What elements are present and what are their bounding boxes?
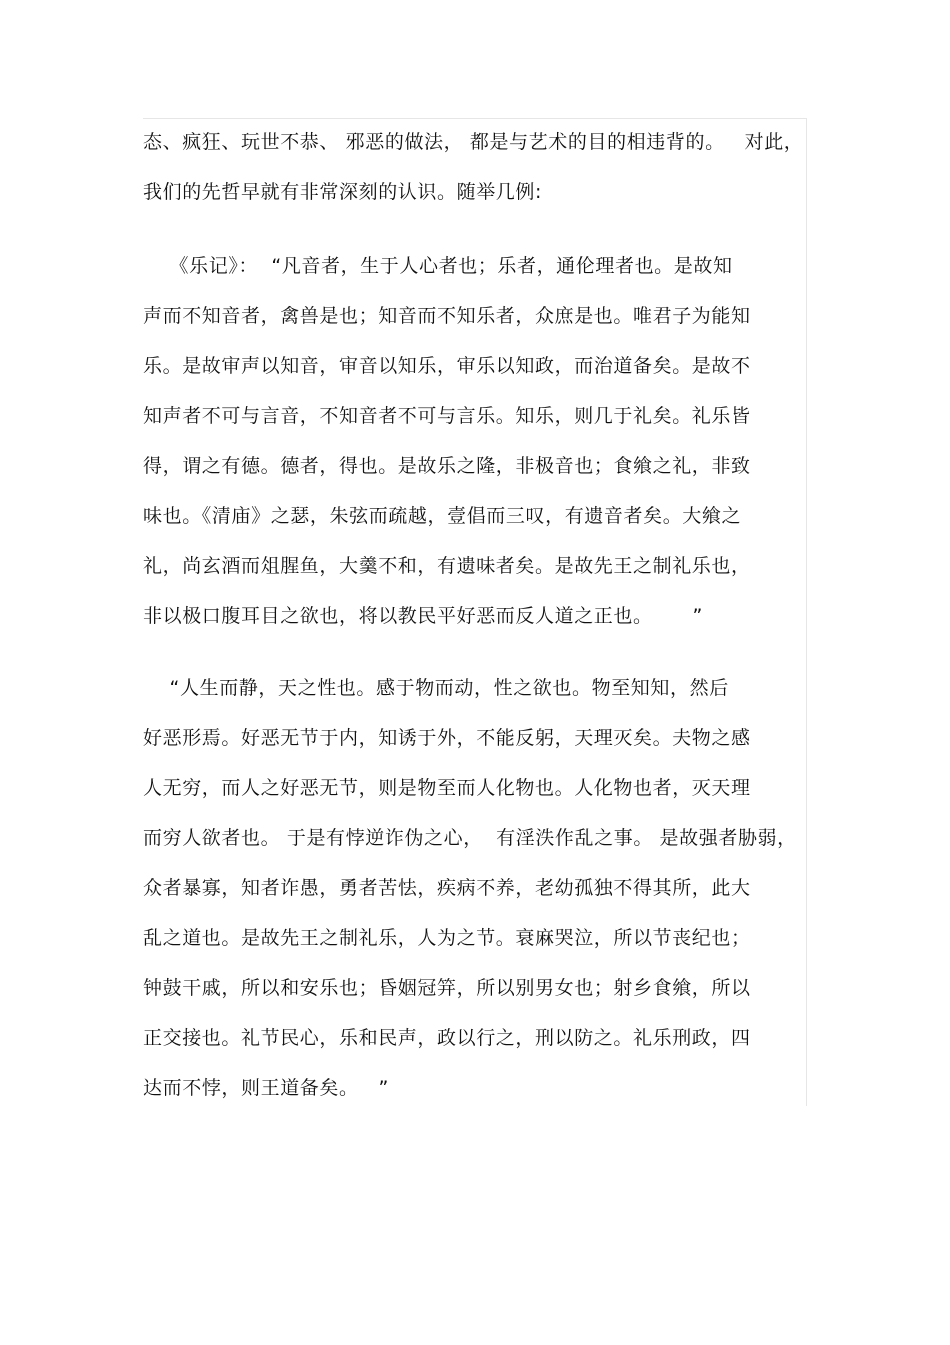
text-line: 乐。是故审声以知音，审音以知乐，审乐以知政，而治道备矣。是故不 [143,355,751,377]
text-line: 达而不悖，则王道备矣。 ” [143,1077,389,1099]
text-line: 人无穷，而人之好恶无节，则是物至而人化物也。人化物也者，灭天理 [143,777,751,799]
text-line: 得，谓之有德。德者，得也。是故乐之隆，非极音也；食飨之礼，非致 [143,455,751,477]
text-line: 正交接也。礼节民心，乐和民声，政以行之，刑以防之。礼乐刑政，四 [143,1027,751,1049]
text-line: 味也。《清庙》之瑟，朱弦而疏越，壹倡而三叹，有遗音者矣。大飨之 [143,505,742,527]
text-line: 《乐记》： “凡音者，生于人心者也；乐者，通伦理者也。是故知 [143,255,733,277]
text-line: “人生而静，天之性也。感于物而动，性之欲也。物至知知，然后 [143,677,729,699]
text-line: 而穷人欲者也。 于是有悖逆诈伪之心， 有淫泆作乱之事。 是故强者胁弱， [143,827,797,849]
text-line: 知声者不可与言音，不知音者不可与言乐。知乐，则几于礼矣。礼乐皆 [143,405,751,427]
text-line: 钟鼓干戚，所以和安乐也；昏姻冠笄，所以别男女也；射乡食飨，所以 [143,977,751,999]
text-line: 我们的先哲早就有非常深刻的认识。随举几例: [143,181,543,203]
text-line: 众者暴寡，知者诈愚，勇者苦怯，疾病不养，老幼孤独不得其所，此大 [143,877,751,899]
text-line: 礼，尚玄酒而俎腥鱼，大羹不和，有遗味者矣。是故先王之制礼乐也， [143,555,751,577]
text-line: 非以极口腹耳目之欲也，将以教民平好恶而反人道之正也。 ” [143,605,703,627]
text-line: 好恶形焉。好恶无节于内，知诱于外，不能反躬，天理灭矣。夫物之感 [143,727,751,749]
text-line: 态、疯狂、玩世不恭、 邪恶的做法， 都是与艺术的目的相违背的。 对此， [143,131,804,153]
text-line: 乱之道也。是故先王之制礼乐，人为之节。衰麻哭泣，所以节丧纪也； [143,927,751,949]
text-line: 声而不知音者，禽兽是也；知音而不知乐者，众庶是也。唯君子为能知 [143,305,751,327]
